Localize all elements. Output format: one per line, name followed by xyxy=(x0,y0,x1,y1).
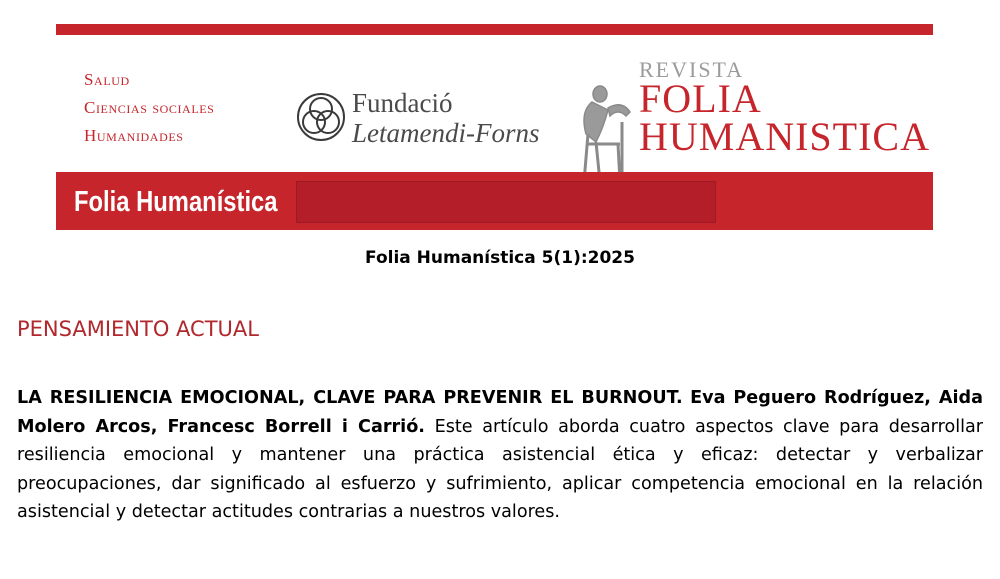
article-entry xyxy=(17,384,983,527)
revista-title xyxy=(639,76,930,159)
article-abstract: Este artículo aborda cuatro aspectos clave para desarrollar resiliencia emocional y mantener una práctica asistencial ética y eficaz: detectar y verbalizar preocupaciones, dar significado al esfuerzo y sufrimiento, aplicar competencia emocional en la relación asistencial y detectar actitudes contrarias a nuestros valores. xyxy=(17,416,984,522)
foundation-name-line2: Letamendi-Forns xyxy=(352,118,540,148)
revista-title-line1: FOLIA xyxy=(639,76,762,121)
revista-label: REVISTA xyxy=(639,57,745,82)
subject-item: Salud xyxy=(84,70,130,89)
section-title: PENSAMIENTO ACTUAL xyxy=(17,317,259,341)
title-band xyxy=(56,172,933,230)
subject-item: Humanidades xyxy=(84,126,184,145)
interlocking-circles-icon xyxy=(296,92,346,142)
subject-item: Ciencias sociales xyxy=(84,98,215,117)
issue-label: Folia Humanística 5(1):2025 xyxy=(365,248,635,268)
band-box xyxy=(296,181,716,223)
article-authors: Eva Peguero Rodríguez, Aida Molero Arcos, Francesc Borrell i Carrió. xyxy=(17,388,984,437)
foundation-name-line1: Fundació xyxy=(352,88,453,118)
top-red-rule xyxy=(56,24,933,35)
journal-banner xyxy=(56,24,933,230)
band-title: Folia Humanística xyxy=(74,186,278,218)
subject-list xyxy=(84,66,214,150)
article-title: LA RESILIENCIA EMOCIONAL, CLAVE PARA PREVENIR EL BURNOUT. xyxy=(17,388,683,408)
foundation-name xyxy=(352,88,539,148)
revista-title-line2: HUMANISTICA xyxy=(639,114,930,159)
